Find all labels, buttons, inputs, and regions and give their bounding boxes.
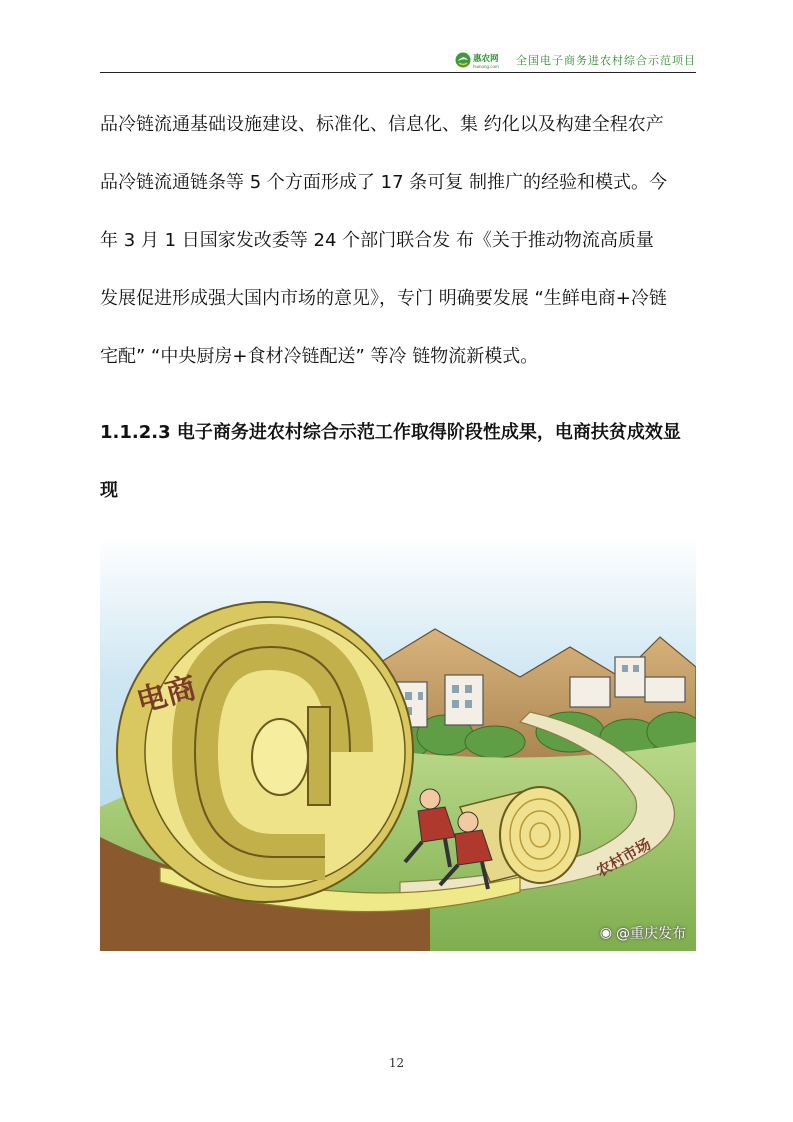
watermark-text: @重庆发布 (616, 926, 686, 942)
label-left-text: 电商 (133, 670, 201, 720)
illustration-art (100, 537, 696, 951)
logo-text: 惠农网 (473, 53, 499, 63)
huinong-logo (454, 50, 510, 70)
page-header (100, 44, 696, 74)
ecommerce-illustration (100, 537, 696, 951)
paragraph-line: 宅配” “中央厨房+食材冷链配送” 等冷 链物流新模式。 (100, 346, 539, 367)
logo-sub: huinong.com (473, 64, 499, 69)
weibo-watermark (600, 923, 686, 943)
huinong-logo-icon (454, 50, 510, 70)
header-subtitle: 全国电子商务进农村综合示范项目 (516, 54, 696, 67)
section-heading-line: 现 (100, 480, 118, 501)
paragraph-line: 年 3 月 1 日国家发改委等 24 个部门联合发 布《关于推动物流高质量 (100, 230, 654, 251)
header-brand (454, 50, 696, 70)
paragraph-line: 品冷链流通链条等 5 个方面形成了 17 条可复 制推广的经验和模式。今 (100, 172, 667, 193)
weibo-icon: ◉ (599, 925, 612, 941)
at-sign-icon (117, 602, 413, 902)
paragraph-line: 品冷链流通基础设施建设、标准化、信息化、集 约化以及构建全程农产 (100, 114, 664, 135)
label-road-text: 农村市场 (593, 834, 654, 881)
section-heading (100, 404, 696, 520)
section-heading-line: 1.1.2.3 电子商务进农村综合示范工作取得阶段性成果，电商扶贫成效显 (100, 422, 681, 443)
page-number: 12 (388, 1056, 405, 1070)
paragraph-line: 发展促进形成强大国内市场的意见》，专门 明确要发展 “生鲜电商+冷链 (100, 288, 667, 309)
body-paragraph (100, 96, 696, 386)
header-divider (100, 72, 696, 73)
